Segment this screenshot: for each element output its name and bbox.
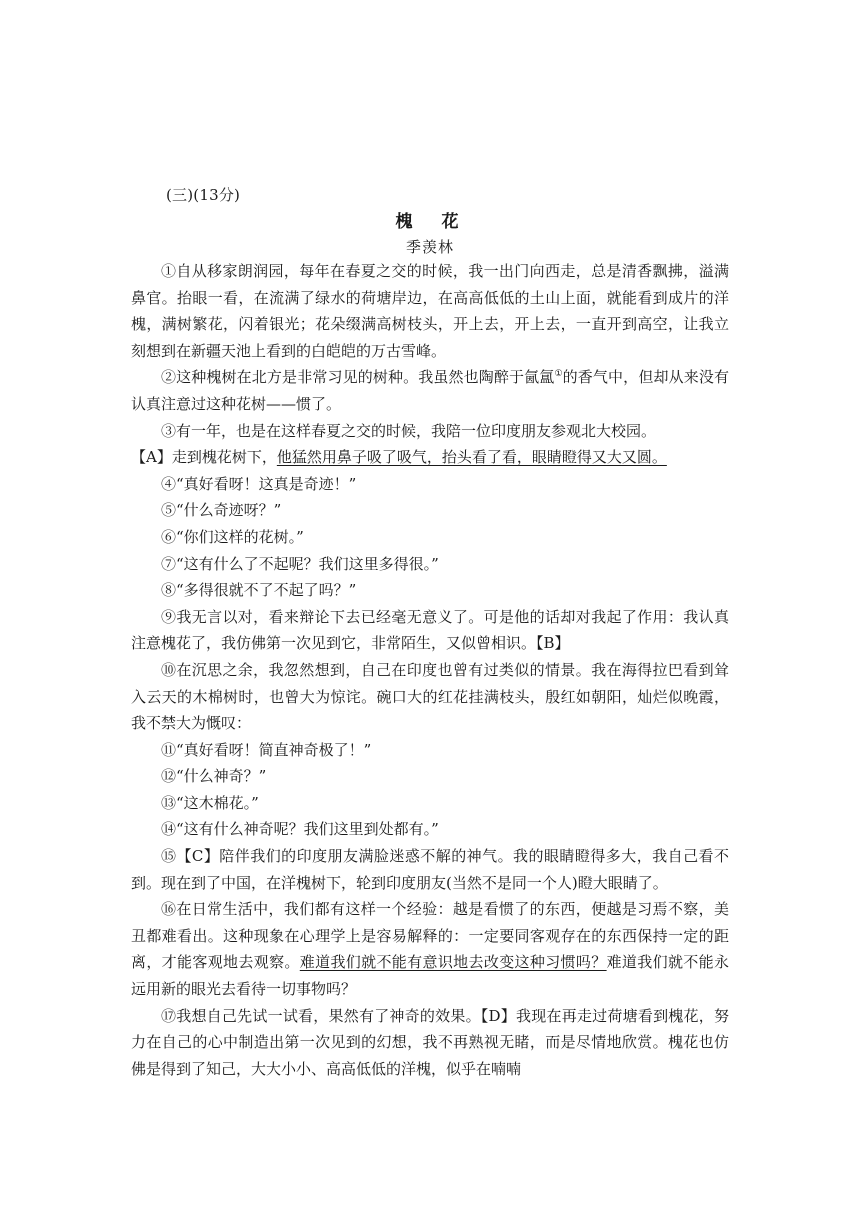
- paragraph-9: ⑨我无言以对，看来辩论下去已经毫无意义了。可是他的话却对我起了作用：我认真注意槐花了，我仿佛第一次见到它，非常陌生，又似曾相识。【B】: [131, 607, 729, 653]
- article-author: 季羡林: [405, 238, 454, 256]
- paragraph-2-text-a: ②这种槐树在北方是非常习见的树种。我虽然也陶醉于氤氲: [161, 368, 555, 387]
- paragraph-3-marker-a: [131, 444, 729, 471]
- paragraph-16: [131, 896, 729, 1002]
- paragraph-15: ⑮【C】陪伴我们的印度朋友满脸迷惑不解的神气。我的眼睛瞪得多大，我自己看不到。现在到了中国，在洋槐树下，轮到印度朋友(当然不是同一个人)瞪大眼睛了。: [131, 847, 729, 892]
- paragraph-3: ③有一年，也是在这样春夏之交的时候，我陪一位印度朋友参观北大校园。: [161, 421, 657, 440]
- paragraph-4: ④“真好看呀！这真是奇迹！”: [161, 474, 357, 493]
- paragraph-14: ⑭“这有什么神奇呢？我们这里到处都有。”: [161, 820, 439, 839]
- paragraph-7: ⑦“这有什么了不起呢？我们这里多得很。”: [161, 554, 439, 573]
- paragraph-11: ⑪“真好看呀！简直神奇极了！”: [161, 740, 372, 759]
- paragraph-1: ①自从移家朗润园，每年在春夏之交的时候，我一出门向西走，总是清香飘拂，溢满鼻官。抬眼一看，在流满了绿水的荷塘岸边，在高高低低的土山上面，就能看到成片的洋槐，满树繁花，闪着银光；花朵缀满高树枝头，开上去，开上去，一直开到高空，让我立刻想到在新疆天池上看到的白皑皑的万古雪峰。: [131, 262, 729, 360]
- article-title: 槐 花: [395, 212, 465, 232]
- paragraph-12: ⑫“什么神奇？”: [161, 767, 267, 786]
- paragraph-6: ⑥“你们这样的花树。”: [161, 527, 304, 546]
- article-body: [131, 258, 729, 1082]
- paragraph-2: [131, 364, 729, 417]
- paragraph-2-text-b: 的香气中，但却从来没有认真注意过这种花树——惯了。: [131, 368, 729, 413]
- paragraph-10: ⑩在沉思之余，我忽然想到，自己在印度也曾有过类似的情景。我在海得拉巴看到耸入云天的木棉树时，也曾大为惊诧。碗口大的红花挂满枝头，殷红如朝阳，灿烂似晚霞，我不禁大为慨叹：: [131, 660, 729, 733]
- paragraph-8: ⑧“多得很就不了不起了吗？”: [161, 581, 357, 600]
- marker-a-text: 【A】走到槐花树下，: [131, 448, 277, 467]
- section-header: (三)(13分): [166, 186, 241, 204]
- footnote-marker: ①: [554, 369, 563, 380]
- paragraph-16-text: ⑯在日常生活中，我们都有这样一个经验：越是看惯了的东西，便越是习焉不察，美丑都难看出。这种现象在心理学上是容易解释的：一定要同客观存在的东西保持一定的距离，才能客观地去观察。: [131, 900, 729, 972]
- paragraph-5: ⑤“什么奇迹呀？”: [161, 501, 282, 520]
- paragraph-17: ⑰我想自己先试一试看，果然有了神奇的效果。【D】我现在再走过荷塘看到槐花，努力在自己的心中制造出第一次见到的幻想，我不再熟视无睹，而是尽情地欣赏。槐花也仿佛是得到了知己，大大小小、高高低低的洋槐，似乎在喃喃: [131, 1006, 729, 1078]
- underlined-sentence-a: 他猛然用鼻子吸了吸气，抬头看了看，眼睛瞪得又大又圆。: [276, 448, 667, 467]
- underlined-question: 难道我们就不能有意识地去改变这种习惯吗？: [299, 953, 607, 972]
- paragraph-16-text-end: 难道我们就不能永远用新的眼光去看待一切事物吗？: [131, 953, 729, 999]
- paragraph-13: ⑬“这木棉花。”: [161, 793, 259, 812]
